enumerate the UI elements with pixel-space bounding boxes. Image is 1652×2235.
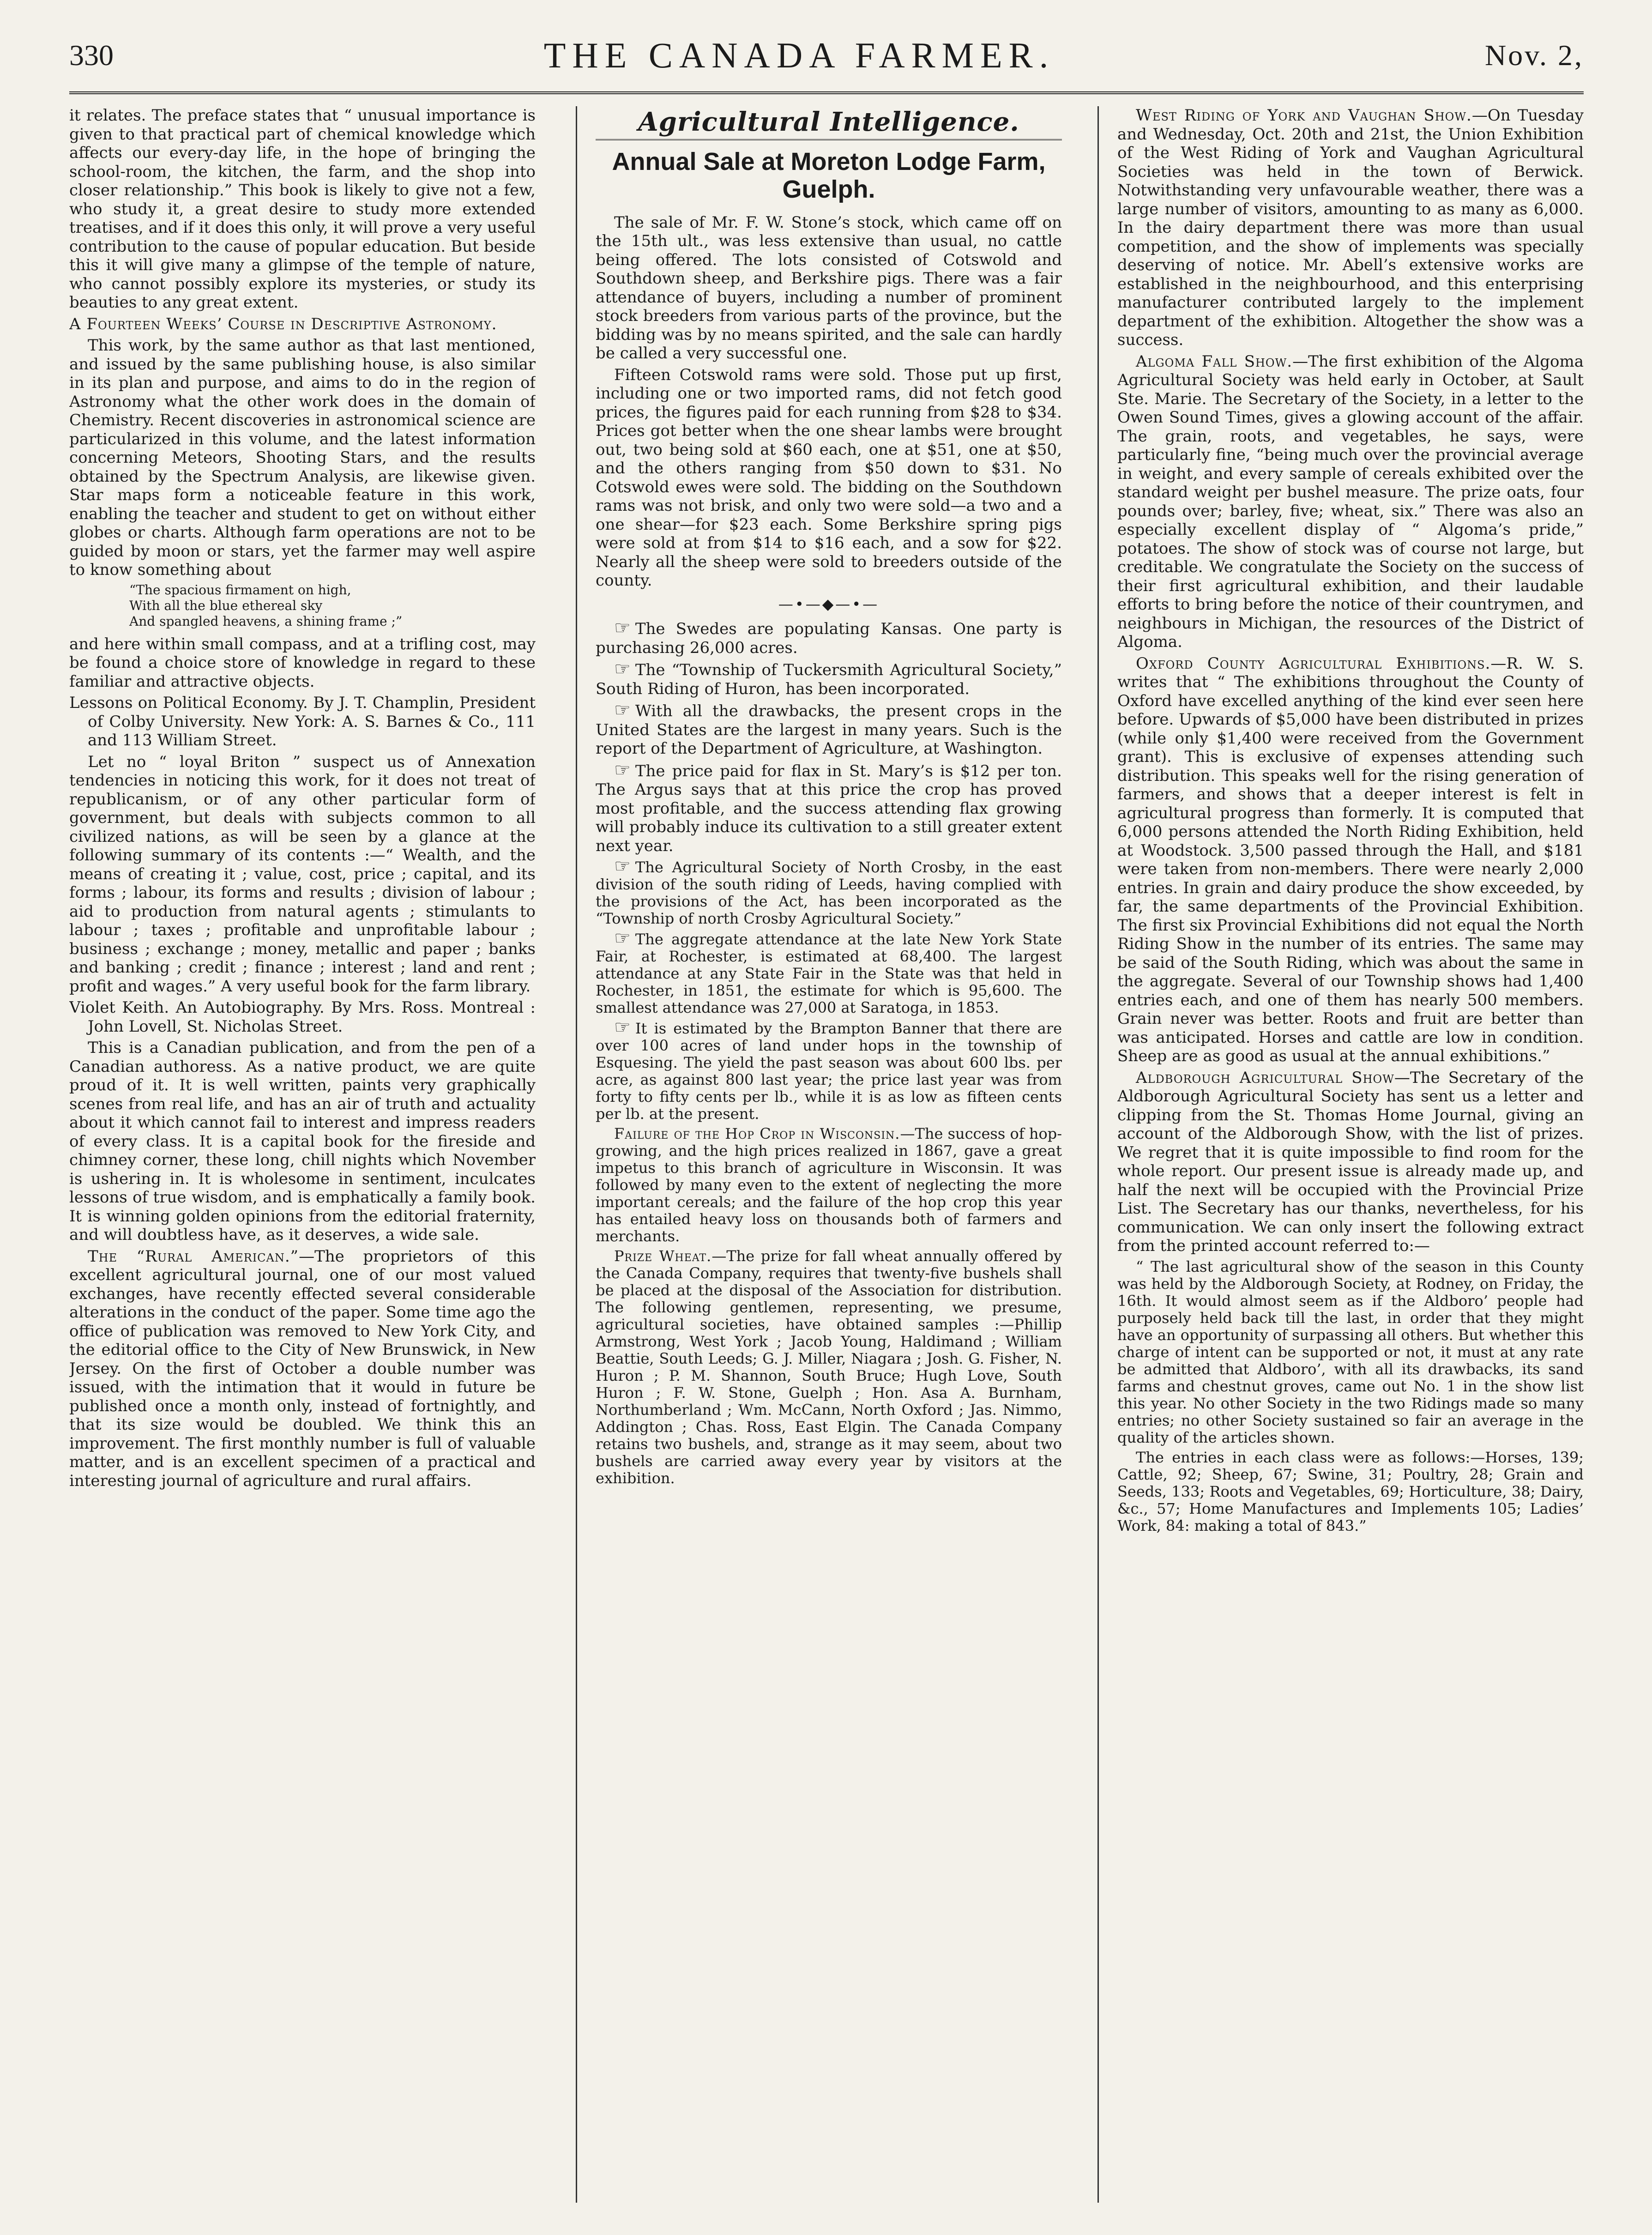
rural-american-lead: The “Rural American.” <box>88 1247 299 1266</box>
algoma-show-item <box>1117 352 1584 652</box>
astronomy-review-tail: and here within small compass, and at a trifling cost, may be found a choice store of knowledge in regard to these familiar and attractive objects. <box>69 634 536 691</box>
aldborough-item <box>1117 1069 1584 1256</box>
column-divider <box>1097 106 1099 2203</box>
ornament-divider: —•—◆—•— <box>778 595 880 613</box>
hop-crop-body: —The success of hop-growing, and the high prices realized in 1867, gave a great impetus to this branch of agriculture in Wisconsin. It was followed by many even to the extent of neglecting the more important cereals; and the failure of the hop crop this year has entailed heavy loss on thousands both of farmers and merchants. <box>596 1125 1062 1245</box>
page-number: 330 <box>69 39 114 72</box>
poem-quote <box>129 582 536 629</box>
column-left <box>69 106 536 2203</box>
news-item <box>596 761 1062 856</box>
section-title: Agricultural Intelligence. <box>638 107 1019 137</box>
pointing-hand-icon: ☞ <box>614 617 631 639</box>
chemistry-review-tail: it relates. The preface states that “ unusual importance is given to that practical part of chemical knowledge which affects our every-day life, in the hope of bringing the school-room, the kitchen, the farm, and the shop into closer relationship.” This book is likely to give not a few, who study it, a great desire to study more extended treatises, and if it does this only, it will prove a very useful contribution to the cause of popular education. But beside this it will give many a glimpse of the temple of nature, who cannot possibly explore its mysteries, or study its beauties to any great extent. <box>69 106 536 312</box>
newspaper-title: THE CANADA FARMER. <box>543 35 1055 75</box>
york-show-item <box>1117 106 1584 350</box>
aldborough-quote: “ The last agricultural show of the season in this County was held by the Aldborough Society, at Rodney, on Friday, the 16th. It would almost seem as if the Aldboro’ people had purposely held back till the last, in order that they might have an opportunity of surpassing all others. But whether this charge of intent can be supported or not, it must at any rate be admitted that Aldboro’, with all its drawbacks, its sand farms and chestnut groves, came out No. 1 in the show list this year. No other Society in the two Ridings made so many entries; no other Society sustained so fair an average in the quality of the articles shown. <box>1117 1257 1584 1446</box>
astronomy-book-title: A Fourteen Weeks’ Course in Descriptive Astronomy. <box>69 314 497 333</box>
prize-wheat-lead: Prize Wheat. <box>614 1247 712 1265</box>
hop-crop-lead: Failure of the Hop Crop in Wisconsin. <box>614 1125 900 1142</box>
york-show-lead: West Riding of York and Vaughan Show. <box>1136 106 1472 125</box>
sale-paragraph: The sale of Mr. F. W. Stone’s stock, which came off on the 15th ult., was less extensive than usual, no cattle being offered. The lots consisted of Cotswold and Southdown sheep, and Berkshire pigs. There was a fair attendance of buyers, including a number of prominent stock breeders from various parts of the province, but the bidding was by no means spirited, and the sale can hardly be called a very successful one. <box>596 213 1062 362</box>
section-rule <box>596 139 1062 140</box>
news-item <box>596 619 1062 657</box>
oxford-body: —R. W. S. writes that “ The exhibitions throughout the County of Oxford have excelled anything of the kind ever seen here before. Upwards of $5,000 have been distributed in prizes (while only $1,400 were received from the Government grant). This is exclusive of expenses attending such distribution. This speaks well for the rising generation of farmers, and shows that a deeper interest is felt in agricultural progress than formerly. It is computed that 6,000 persons attended the North Riding Exhibition, held at Woodstock. 3,500 passed through the Hall, and $181 were taken from non-members. There were nearly 2,000 entries. In grain and dairy produce the show exceeded, by far, the same departments of the Provincial Exhibition. The first six Provincial Exhibitions did not equal the North Riding Show in the number of its entries. The same may be said of the South Riding, which was about the same in the aggregate. Several of our Township shows had 1,400 entries each, and one of them has nearly 500 members. Grain never was better. Roots and fruit are better than was anticipated. Horses and cattle are low in condition. Sheep are as good as usual at the annual exhibitions.” <box>1117 654 1584 1065</box>
news-text: The “Township of Tuckersmith Agricultural Society,” South Riding of Huron, has been incorporated. <box>596 661 1062 698</box>
pointing-hand-icon: ☞ <box>614 856 631 877</box>
poem-line: “The spacious firmament on high, <box>129 582 351 598</box>
oxford-lead: Oxford County Agricultural Exhibitions. <box>1136 654 1491 673</box>
aldborough-body: —The Secretary of the Aldborough Agricultural Society has sent us a letter and clipping from the St. Thomas Home Journal, giving an account of the Aldborough Show, with the list of prizes. We regret that it is quite impossible to find room for the whole report. Our present issue is already made up, and half the next will be occupied with the Provincial Prize List. The Secretary has our thanks, nevertheless, for his communication. We can only insert the following extract from the printed account referred to:— <box>1117 1068 1584 1255</box>
news-text: The Swedes are populating Kansas. One party is purchasing 26,000 acres. <box>596 620 1062 657</box>
oxford-item <box>1117 654 1584 1066</box>
masthead <box>69 28 1584 83</box>
sale-paragraph: Fifteen Cotswold rams were sold. Those put up first, including one or two imported rams, did not fetch good prices, the figures paid for each running from $28 to $34. Prices got better when the one shear lambs were brought out, two being sold at $60 each, one at $51, one at $50, and the others ranging from $50 down to $31. No Cotswold ewes were sold. The bidding on the Southdown rams was not brisk, and only two were sold—a two and a one shear—for $23 each. Some Berkshire spring pigs were sold at from $14 to $16 each, and a sow for $22. Nearly all the sheep were sold to breeders outside of the county. <box>596 365 1062 590</box>
column-divider <box>576 106 577 2203</box>
violet-keith-review: This is a Canadian publication, and from the pen of a Canadian authoress. As a native product, we are quite proud of it. It is well written, paints very graphically scenes from real life, and has an air of truth and actuality about it which cannot fail to interest and impress readers of every class. It is a capital book for the fireside and chimney corner, these long, chill nights which November is ushering in. It is wholesome in sentiment, inculcates lessons of true wisdom, and is emphatically a family book. It is winning golden opinions from the editorial fraternity, and will doubtless have, as it deserves, a wide sale. <box>69 1039 536 1244</box>
astronomy-review: This work, by the same author as that last mentioned, and issued by the same publishing house, is also similar in its plan and purpose, and aims to do in the region of Astronomy what the other work does in the domain of Chemistry. Recent discoveries in astronomical science are particularized in this volume, and the latest information concerning Meteors, Shooting Stars, and the results obtained by the Spectrum Analysis, are likewise given. Star maps form a noticeable feature in this work, enabling the teacher and student to get on without either globes or charts. Although farm operations are not to be guided by moon or stars, yet the farmer may well aspire to know something about <box>69 336 536 579</box>
violet-keith-title: Violet Keith. An Autobiography. By Mrs. Ross. Montreal : John Lovell, St. Nicholas Street. <box>69 998 536 1036</box>
economy-book-title: Lessons on Political Economy. By J. T. Champlin, President of Colby University. New York: A. S. Barnes & Co., 111 and 113 William Street. <box>69 694 536 749</box>
rural-american-item <box>69 1247 536 1491</box>
aldborough-entries: The entries in each class were as follows:—Horses, 139; Cattle, 92; Sheep, 67; Swine, 31; Poultry, 28; Grain and Seeds, 133; Roots and Vegetables, 69; Horticulture, 38; Dairy, &c., 57; Home Manufactures and Implements 105; Ladies’ Work, 84: making a total of 843.” <box>1117 1448 1584 1534</box>
poem-line: With all the blue ethereal sky <box>129 598 323 613</box>
aldborough-lead: Aldborough Agricultural Show <box>1136 1068 1394 1087</box>
poem-line: And spangled heavens, a shining frame ;” <box>129 613 403 629</box>
masthead-rule <box>69 91 1584 94</box>
pointing-hand-icon: ☞ <box>614 658 631 680</box>
news-text: With all the drawbacks, the present crops in the United States are the largest in many years. Such is the report of the Department of Agriculture, at Washington. <box>596 702 1062 758</box>
news-item <box>596 930 1062 1016</box>
rural-american-body: —The proprietors of this excellent agricultural journal, one of our most valued exchanges, have recently effected several considerable alterations in the conduct of the paper. Some time ago the office of publication was removed to New York City, and the editorial office to the City of New Brunswick, in New Jersey. On the first of October a double number was issued, with the intimation that it would in future be published once a month only, instead of fortnightly, and that its size would be doubled. We think this an improvement. The first monthly number is full of valuable matter, and is an excellent specimen of a practical and interesting journal of agriculture and rural affairs. <box>69 1247 536 1490</box>
news-item <box>596 858 1062 927</box>
york-show-body: —On Tuesday and Wednesday, Oct. 20th and 21st, the Union Exhibition of the West Riding of York and Vaughan Agricultural Societies was held in the town of Berwick. Notwithstanding very unfavourable weather, there was a large number of visitors, amounting to as many as 6,000. In the dairy department there was more than usual competition, and the show of implements was specially deserving of notice. Mr. Abell’s extensive works are established in the neighbourhood, and this enterprising manufacturer contributed largely to the implement department of the exhibition. Altogether the show was a success. <box>1117 106 1584 349</box>
prize-wheat-body: —The prize for fall wheat annually offered by the Canada Company, requires that twenty-five bushels shall be placed at the disposal of the Association for distribution. The following gentlemen, representing, we presume, agricultural societies, have obtained samples :—Phillip Armstrong, West York ; Jacob Young, Haldimand ; William Beattie, South Leeds; G. J. Miller, Niagara ; Josh. G. Fisher, N. Huron ; P. M. Shannon, South Bruce; Hugh Love, South Huron ; F. W. Stone, Guelph ; Hon. Asa A. Burnham, Northumberland ; Wm. McCann, North Oxford ; Jas. Nimmo, Addington ; Chas. Ross, East Elgin. The Canada Company retains two bushels, and, strange as it may seem, about two bushels are carried away every year by visitors at the exhibition. <box>596 1247 1062 1487</box>
news-text: The Agricultural Society of North Crosby, in the east division of the south riding of Leeds, having complied with the provisions of the Act, has been incorporated as the “Township of north Crosby Agricultural Society.” <box>596 858 1062 927</box>
news-text: The aggregate attendance at the late New York State Fair, at Rochester, is estimated at 68,400. The largest attendance at any State Fair in the State was that held in Rochester, in 1851, the estimate for which is 95,600. The smallest attendance was 27,000 at Saratoga, in 1853. <box>596 930 1062 1016</box>
news-item <box>596 1019 1062 1123</box>
news-item <box>596 660 1062 698</box>
issue-date: Nov. 2, <box>1484 39 1584 72</box>
news-text: The price paid for flax in St. Mary’s is $12 per ton. The Argus says that at this price the crop has proved most profitable, and the success attending flax growing will probably induce its cultivation to a still greater extent next year. <box>596 761 1062 855</box>
algoma-show-lead: Algoma Fall Show. <box>1136 352 1293 371</box>
column-right <box>1117 106 1584 2203</box>
prize-wheat-item <box>596 1248 1062 1487</box>
economy-review: Let no “ loyal Briton ” suspect us of Annexation tendencies in noticing this work, for it does not treat of republicanism, or of any other particular form of government, but deals with subjects common to all civilized nations, as will be seen by a glance at the following summary of its contents :—“ Wealth, and the means of creating it ; value, cost, price ; capital, and its forms ; labour, its forms and results ; division of labour ; aid to production from natural agents ; stimulants to labour ; taxes ; profitable and unprofitable labour ; business ; exchange ; money, metallic and paper ; banks and banking ; credit ; finance ; interest ; land and rent ; profit and wages.” A very useful book for the farm library. <box>69 752 536 996</box>
pointing-hand-icon: ☞ <box>614 1017 631 1038</box>
news-text: It is estimated by the Brampton Banner that there are over 100 acres of land under hops in the township of Esquesing. The yield the past season was about 600 lbs. per acre, as against 800 last year; the price last year was from forty to fifty cents per lb., while it is as low as fifteen cents per lb. at the present. <box>596 1020 1062 1123</box>
column-middle <box>596 106 1062 2203</box>
news-item <box>596 701 1062 758</box>
pointing-hand-icon: ☞ <box>614 928 631 949</box>
hop-crop-item <box>596 1125 1062 1245</box>
pointing-hand-icon: ☞ <box>614 759 631 781</box>
algoma-show-body: —The first exhibition of the Algoma Agricultural Society was held early in October, at Sault Ste. Marie. The Secretary of the Society, in a letter to the Owen Sound Times, gives a glowing account of the affair. The grain, roots, and vegetables, he says, were particularly fine, “being much over the provincial average in weight, and every sample of cereals exhibited over the standard weight per bushel measure. The prize oats, four pounds over; barley, five; wheat, six.” There was also an especially excellent display of “ Algoma’s pride,” potatoes. The show of stock was of course not large, but creditable. We congratulate the Society on the success of their first agricultural exhibition, and their laudable efforts to bring before the notice of their countrymen, and neighbours in Michigan, the resources of the District of Algoma. <box>1117 352 1584 651</box>
article-headline: Annual Sale at Moreton Lodge Farm, Guelph. <box>612 147 1046 203</box>
pointing-hand-icon: ☞ <box>614 700 631 721</box>
